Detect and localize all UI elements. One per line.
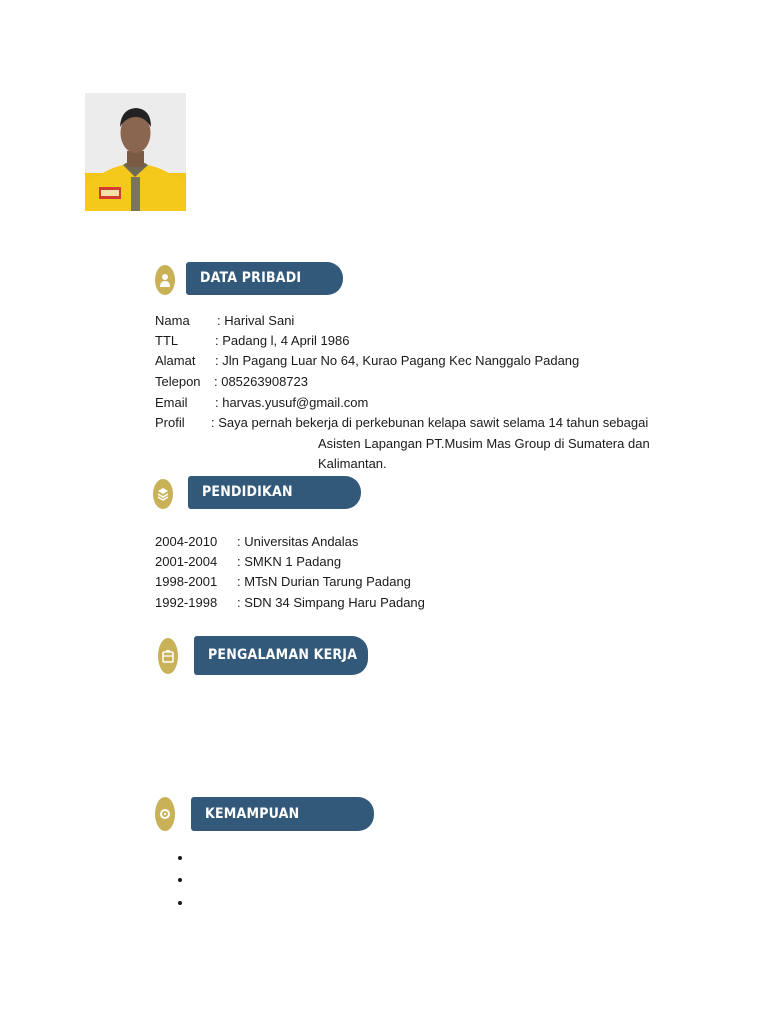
value-profil-line-1: : Saya pernah bekerja di perkebunan kelapa sawit selama 14 tahun sebagai — [211, 415, 649, 430]
education-years: 1992-1998 — [155, 595, 218, 610]
value-profil-line-3: Kalimantan. — [318, 456, 387, 471]
value-nama: : Harival Sani — [217, 313, 295, 328]
section-header-skills — [155, 797, 375, 833]
gear-icon — [155, 797, 175, 831]
section-title-personal: DATA PRIBADI — [186, 262, 343, 295]
value-telepon: : 085263908723 — [214, 374, 308, 389]
skill-bullet — [178, 856, 182, 860]
education-years: 2004-2010 — [155, 534, 218, 549]
value-profil-line-2: Asisten Lapangan PT.Musim Mas Group di Sumatera dan — [318, 436, 650, 451]
portrait-image — [85, 93, 186, 211]
section-title-experience: PENGALAMAN KERJA — [194, 636, 368, 675]
skill-bullet — [178, 878, 182, 882]
label-nama: Nama — [155, 313, 190, 328]
profile-photo — [85, 93, 186, 211]
value-alamat: : Jln Pagang Luar No 64, Kurao Pagang Kec Nanggalo Padang — [215, 353, 580, 368]
skill-bullet — [178, 901, 182, 905]
label-alamat: Alamat — [155, 353, 196, 368]
value-email: : harvas.yusuf@gmail.com — [215, 395, 369, 410]
label-ttl: TTL — [155, 333, 179, 348]
value-ttl: : Padang l, 4 April 1986 — [215, 333, 350, 348]
education-years: 1998-2001 — [155, 574, 218, 589]
label-profil: Profil — [155, 415, 185, 430]
education-school: : MTsN Durian Tarung Padang — [237, 574, 411, 589]
person-icon — [155, 265, 175, 295]
layers-icon — [153, 479, 173, 509]
briefcase-icon — [158, 638, 178, 674]
section-title-education: PENDIDIKAN — [188, 476, 361, 509]
education-school: : SMKN 1 Padang — [237, 554, 342, 569]
section-header-education — [153, 476, 363, 512]
education-years: 2001-2004 — [155, 554, 218, 569]
section-header-experience — [158, 636, 372, 672]
label-email: Email — [155, 395, 188, 410]
section-header-personal — [155, 262, 345, 298]
education-school: : Universitas Andalas — [237, 534, 359, 549]
education-school: : SDN 34 Simpang Haru Padang — [237, 595, 425, 610]
section-title-skills: KEMAMPUAN — [191, 797, 374, 831]
label-telepon: Telepon — [155, 374, 201, 389]
